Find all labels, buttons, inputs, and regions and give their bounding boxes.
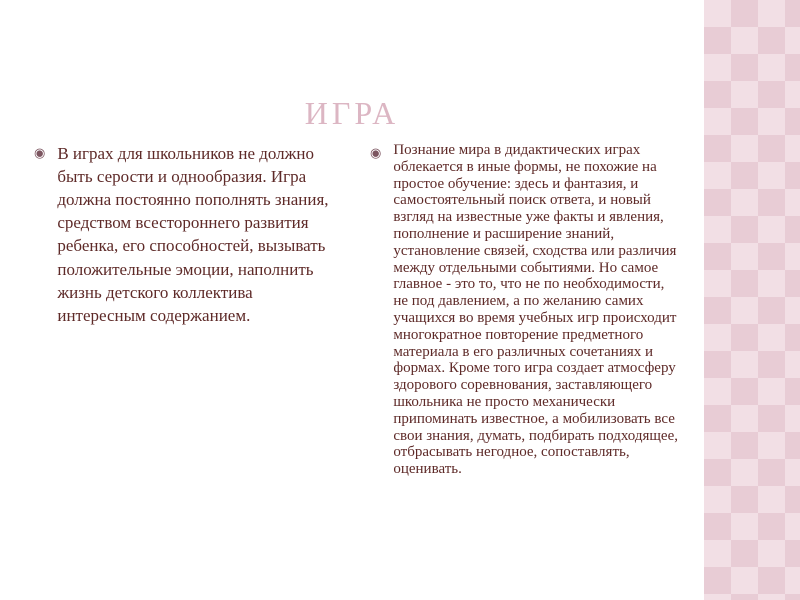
left-paragraph: В играх для школьников не должно быть серости и однообразия. Игра должна постоянно пополнять знания, средством всестороннего развития ребенка, его способностей, вызывать положительные эмоции, наполнить жизнь детского коллектива интересным содержанием. (57, 144, 329, 325)
slide-body (34, 142, 678, 478)
decorative-diamond-strip (704, 0, 800, 600)
bullet-icon: ◉ (370, 146, 382, 161)
right-text-block (370, 142, 678, 478)
bullet-icon: ◉ (34, 146, 46, 161)
right-paragraph: Познание мира в дидактических играх облекается в иные формы, не похожие на простое обучение: здесь и фантазия, и самостоятельный поиск ответа, и новый взгляд на известные уже факты и явления, пополнение и расширение знаний, установление связей, сходства или различия между отдельными событиями. Но самое главное - это то, что не по необходимости, не под давлением, а по желанию самих учащихся во время учебных игр происходит многократное повторение предметного материала в его различных сочетаниях и формах. Кроме того игра создает атмосферу здорового соревнования, заставляющего школьника не просто механически припоминать известное, а мобилизовать все свои знания, думать, подбирать подходящее, отбрасывать негодное, сопоставлять, оценивать. (393, 142, 678, 478)
left-text-block (34, 142, 334, 478)
slide-title: ИГРА (304, 95, 400, 132)
